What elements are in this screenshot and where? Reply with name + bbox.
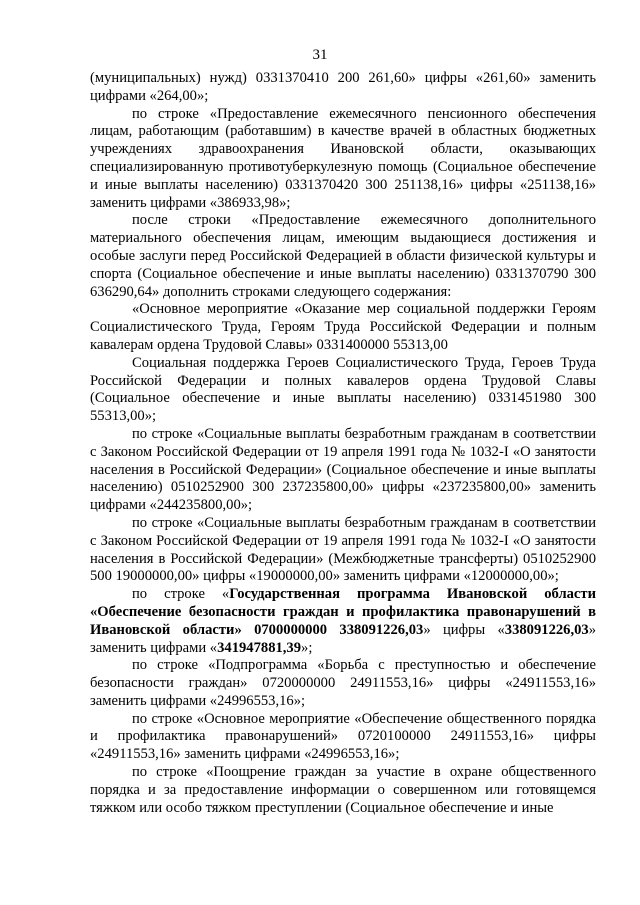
paragraph-text: «Основное мероприятие «Оказание мер социальной поддержки Героям Социалистического Труда, Героям Труда Российской Федерации и полным кавалерам ордена Трудовой Славы» 0331400000 55313,00 [90,301,596,353]
document-body [90,70,596,817]
paragraph [90,586,596,657]
paragraph-text: (муниципальных) нужд) 0331370410 200 261,60» цифры «261,60» заменить цифрами «264,00»; [90,70,596,104]
paragraph [90,711,596,764]
paragraph-text: Социальная поддержка Героев Социалистического Труда, Героев Труда Российской Федерации и полных кавалеров ордена Трудовой Славы (Социальное обеспечение и иные выплаты населению) 0331451980 300 55313,00»; [90,354,596,425]
paragraph [90,515,596,586]
paragraph [90,426,596,515]
paragraph [90,70,596,106]
bold-text: Государственная программа Ивановской области «Обеспечение безопасности граждан и профилактика правонарушений в Ивановской области» 0700000000 338091226,03 [90,586,596,638]
paragraph [90,301,596,354]
paragraph [90,764,596,817]
paragraph-text: » заменить цифрами « [90,621,596,656]
paragraph [90,355,596,426]
bold-text: 341947881,39 [217,639,302,656]
paragraph-text: по строке « [132,586,230,603]
paragraph [90,106,596,213]
paragraph-text: » цифры « [423,621,505,638]
page-number: 31 [312,47,328,63]
paragraph-text: по строке «Подпрограмма «Борьба с преступностью и обеспечение безопасности граждан» 0720000000 24911553,16» цифры «24911553,16» заменить цифрами «24996553,16»; [90,657,596,709]
paragraph-text: по строке «Социальные выплаты безработным гражданам в соответствии с Законом Российской Федерации от 19 апреля 1991 года № 1032-I «О занятости населения в Российской Федерации» (Межбюджетные трансферты) 0510252900 500 19000000,00» цифры «19000000,00» заменить цифрами «12000000,00»; [90,514,596,585]
paragraph [90,657,596,710]
paragraph-text: по строке «Социальные выплаты безработным гражданам в соответствии с Законом Российской Федерации от 19 апреля 1991 года № 1032-I «О занятости населения в Российской Федерации» (Социальное обеспечение и иные выплаты населению) 0510252900 300 237235800,00» цифры «237235800,00» заменить цифрами «244235800,00»; [90,425,596,514]
paragraph-text: »; [301,639,313,656]
paragraph-text: по строке «Поощрение граждан за участие в охране общественного порядка и за предоставление информации о совершенном или готовящемся тяжком или особо тяжком преступлении (Социальное обеспечение и иные [90,764,596,816]
paragraph-text: по строке «Основное мероприятие «Обеспечение общественного порядка и профилактика правонарушений» 0720100000 24911553,16» цифры «24911553,16» заменить цифрами «24996553,16»; [90,710,596,763]
bold-text: 338091226,03 [504,621,589,638]
paragraph [90,212,596,301]
paragraph-text: по строке «Предоставление ежемесячного пенсионного обеспечения лицам, работающим (работавшим) в качестве врачей в областных бюджетных учреждениях здравоохранения Ивановской области, оказывающих специализированную противотуберкулезную помощь (Социальное обеспечение и иные выплаты населению) 0331370420 300 251138,16» цифры «251138,16» заменить цифрами «386933,98»; [90,105,596,211]
paragraph-text: после строки «Предоставление ежемесячного дополнительного материального обеспечения лицам, имеющим выдающиеся достижения и особые заслуги перед Российской Федерацией в области физической культуры и спорта (Социальное обеспечение и иные выплаты населению) 0331370790 300 636290,64» дополнить строками следующего содержания: [90,212,596,300]
